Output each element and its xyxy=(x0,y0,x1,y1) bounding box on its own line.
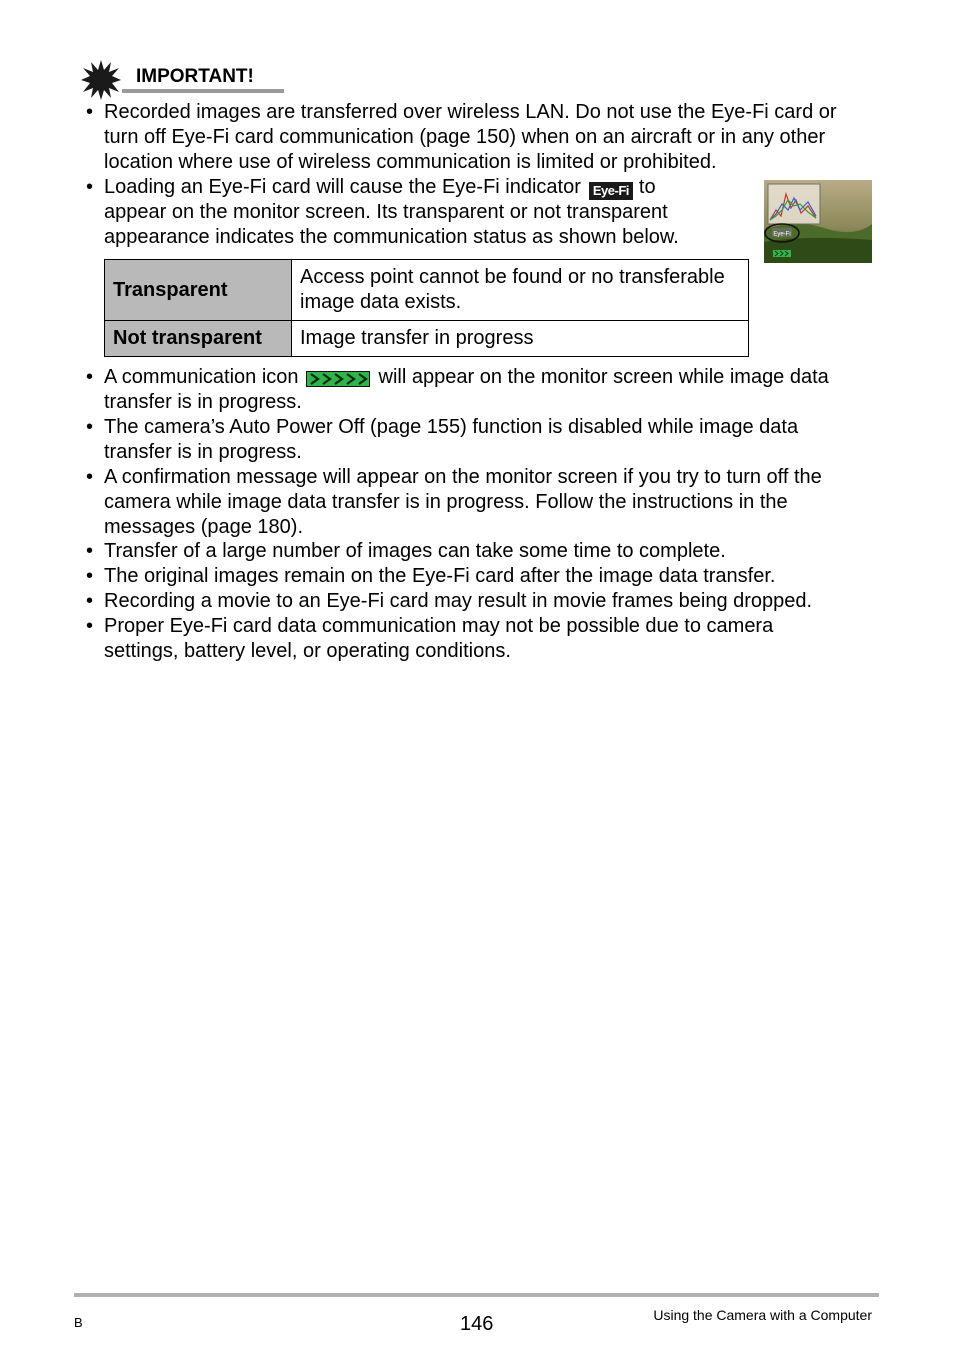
bullet-3-text-before: A communication icon xyxy=(104,366,299,388)
bullet-1-line-1: Recorded images are transferred over wireless LAN. Do not use the Eye-Fi card or xyxy=(104,101,837,123)
bullet-marker: • xyxy=(86,540,94,562)
description-line: image data exists. xyxy=(300,291,462,313)
bullet-7-line-1: The original images remain on the Eye-Fi card after the image data transfer. xyxy=(104,565,776,587)
bullet-1-line-3: location where use of wireless communication is limited or prohibited. xyxy=(104,151,717,173)
bullet-5-line-2: camera while image data transfer is in progress. Follow the instructions in the xyxy=(104,491,788,513)
footer-language-code: B xyxy=(74,1315,83,1330)
status-not-transparent-description: Image transfer in progress xyxy=(292,321,749,357)
status-transparent-description xyxy=(292,260,749,321)
bullet-3-line-2: transfer is in progress. xyxy=(104,391,302,413)
bullet-marker: • xyxy=(86,176,94,198)
important-underline xyxy=(122,89,284,93)
bullet-marker: • xyxy=(86,101,94,123)
important-heading: IMPORTANT! xyxy=(136,66,254,87)
eyefi-status-table xyxy=(104,259,749,357)
bullet-8-line-1: Recording a movie to an Eye-Fi card may result in movie frames being dropped. xyxy=(104,590,813,612)
bullet-marker: • xyxy=(86,416,94,438)
bullet-2-line-2: appear on the monitor screen. Its transparent or not transparent xyxy=(104,201,668,223)
bullet-6-line-1: Transfer of a large number of images can take some time to complete. xyxy=(104,540,726,562)
bullet-5-line-3: messages (page 180). xyxy=(104,516,304,538)
footer-section-title: Using the Camera with a Computer xyxy=(653,1307,872,1323)
description-line: Access point cannot be found or no transferable xyxy=(300,266,725,288)
thumbnail-eyefi-label: Eye-Fi xyxy=(773,231,791,238)
bullet-marker: • xyxy=(86,466,94,488)
bullet-9-line-2: settings, battery level, or operating conditions. xyxy=(104,640,511,662)
status-not-transparent-label: Not transparent xyxy=(105,321,292,357)
table-row xyxy=(105,260,749,321)
table-row xyxy=(105,321,749,357)
bullet-4-line-2: transfer is in progress. xyxy=(104,441,302,463)
bullet-marker: • xyxy=(86,366,94,388)
bullet-marker: • xyxy=(86,615,94,637)
bullet-3-text-after: will appear on the monitor screen while image data xyxy=(378,366,829,388)
bullet-2-line-3: appearance indicates the communication status as shown below. xyxy=(104,226,679,248)
communication-arrows-icon xyxy=(306,369,370,394)
camera-monitor-thumbnail xyxy=(764,180,872,263)
important-starburst-icon xyxy=(80,59,122,101)
bullet-4-line-1: The camera’s Auto Power Off (page 155) function is disabled while image data xyxy=(104,416,799,438)
status-transparent-label: Transparent xyxy=(105,260,292,321)
bullet-9-line-1: Proper Eye-Fi card data communication may not be possible due to camera xyxy=(104,615,774,637)
bullet-5-line-1: A confirmation message will appear on the monitor screen if you try to turn off the xyxy=(104,466,822,488)
bullet-2-line-1 xyxy=(104,175,656,200)
bullet-2-text-after: to xyxy=(638,176,656,198)
page-number: 146 xyxy=(460,1313,494,1335)
bullet-1-line-2: turn off Eye-Fi card communication (page 150) when on an aircraft or in any other xyxy=(104,126,826,148)
bullet-marker: • xyxy=(86,590,94,612)
bullet-2-text-before: Loading an Eye-Fi card will cause the Eye-Fi indicator xyxy=(104,176,581,198)
eyefi-indicator-icon: Eye-Fi xyxy=(589,182,633,200)
footer-rule xyxy=(74,1293,879,1297)
bullet-marker: • xyxy=(86,565,94,587)
